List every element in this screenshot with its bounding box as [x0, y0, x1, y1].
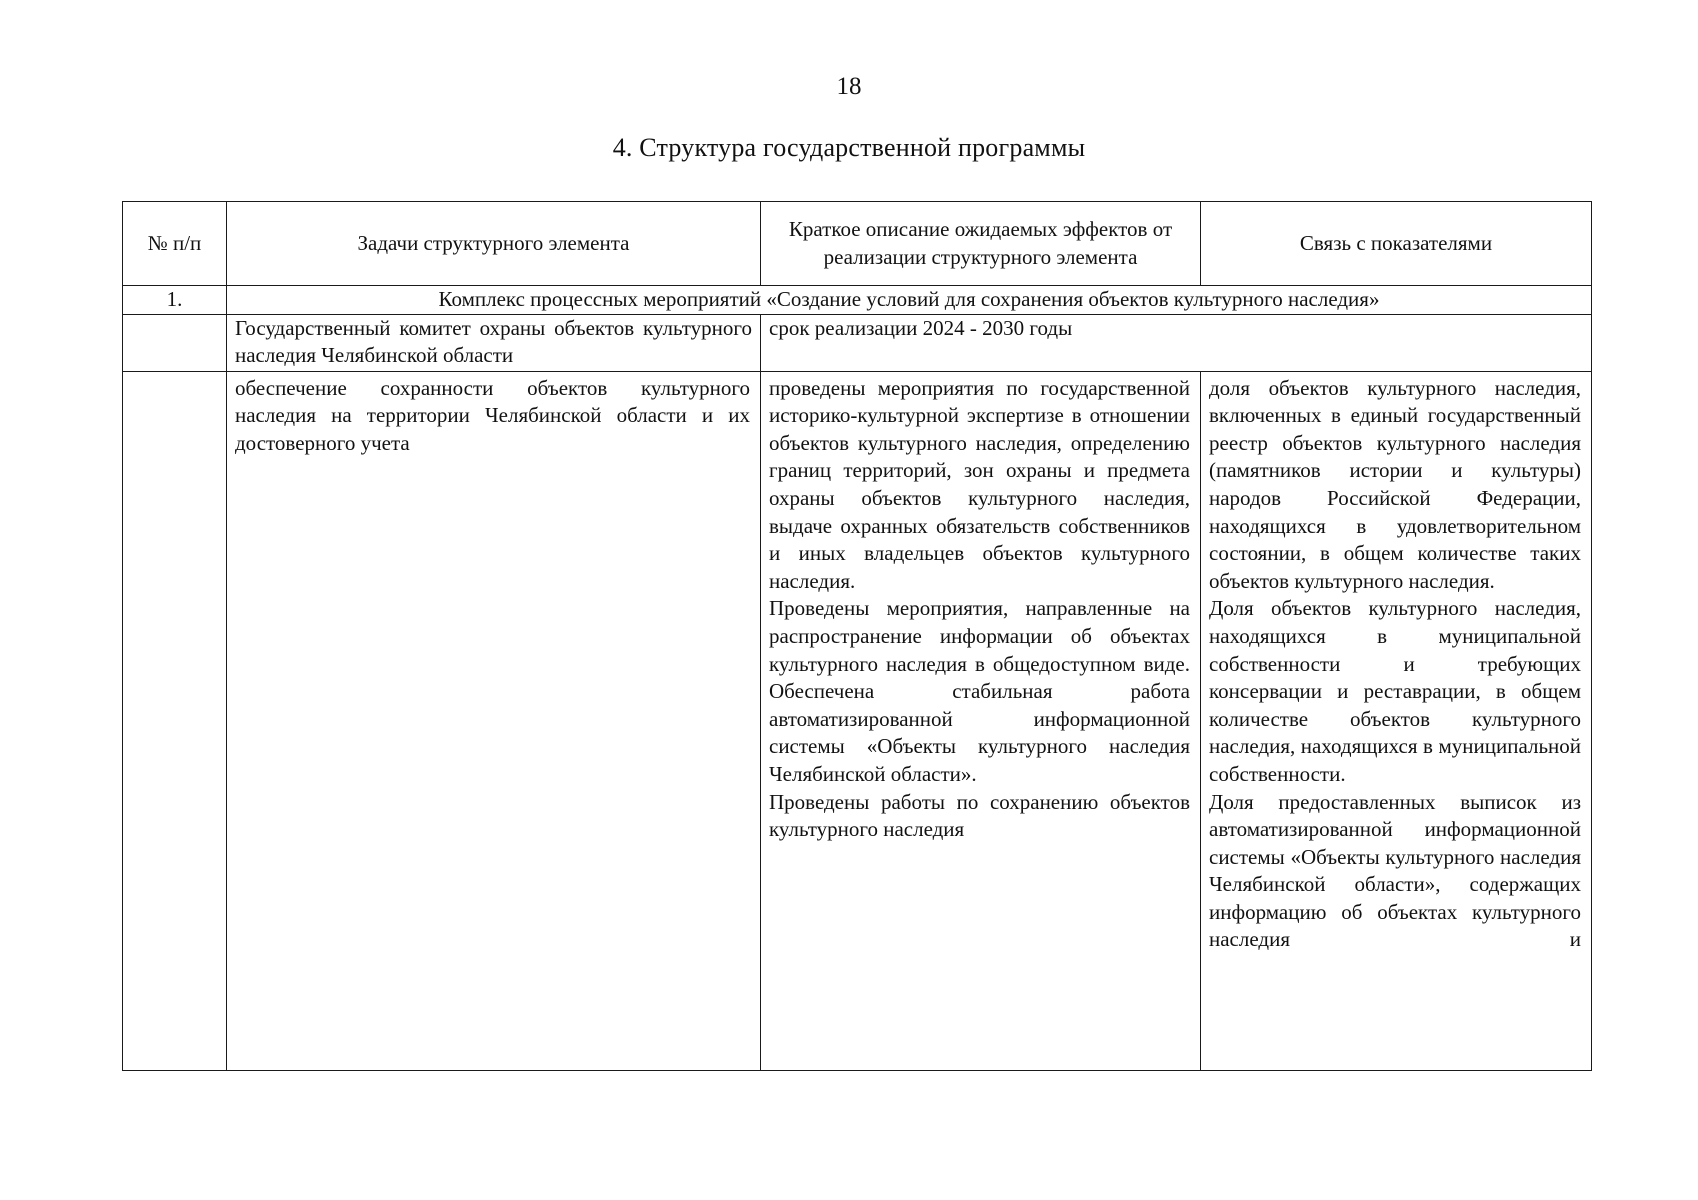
indicators-cell	[1201, 371, 1592, 1070]
owner-num	[123, 314, 227, 371]
table-header-row	[123, 202, 1592, 286]
structure-table	[122, 201, 1592, 1071]
indicator-paragraph: доля объектов культурного наследия, включенных в единый государственный реестр объектов культурного наследия (памятников истории и культуры) народов Российской Федерации, находящихся в удовлетворительном состоянии, в общем количестве таких объектов культурного наследия.	[1209, 375, 1581, 593]
section-title: 4. Структура государственной программы	[612, 133, 1086, 162]
header-link: Связь с показателями	[1201, 202, 1592, 286]
indicator-paragraph: Доля предоставленных выписок из автоматизированной информационной системы «Объекты культурного наследия Челябинской области», содержащих информацию об объектах культурного наследия и	[1209, 789, 1581, 952]
header-num: № п/п	[123, 202, 227, 286]
complex-title: Комплекс процессных мероприятий «Создание условий для сохранения объектов культурного наследия»	[227, 286, 1592, 315]
responsible-body: Государственный комитет охраны объектов культурного наследия Челябинской области	[227, 314, 761, 371]
owner-row	[123, 314, 1592, 371]
content-row	[123, 371, 1592, 1070]
complex-row	[123, 286, 1592, 315]
content-num	[123, 371, 227, 1070]
page-number: 18	[836, 73, 862, 100]
effect-paragraph: проведены мероприятия по государственной историко-культурной экспертизе в отношении объектов культурного наследия, определению границ территорий, зон охраны и предмета охраны объектов культурного наследия, выдаче охранных обязательств собственников и иных владельцев объектов культурного наследия.	[769, 375, 1190, 593]
task-cell	[227, 371, 761, 1070]
indicator-paragraph: Доля объектов культурного наследия, находящихся в муниципальной собственности и требующих консервации и реставрации, в общем количестве объектов культурного наследия, находящихся в муниципальной собственности.	[1209, 596, 1581, 786]
header-task: Задачи структурного элемента	[227, 202, 761, 286]
effect-paragraph: Проведены мероприятия, направленные на распространение информации об объектах культурного наследия в общедоступном виде. Обеспечена стабильная работа автоматизированной информационной системы «Объекты культурного наследия Челябинской области».	[769, 596, 1190, 786]
complex-num: 1.	[123, 286, 227, 315]
implementation-period: срок реализации 2024 - 2030 годы	[761, 314, 1592, 371]
header-effect: Краткое описание ожидаемых эффектов от реализации структурного элемента	[761, 202, 1201, 286]
effects-cell	[761, 371, 1201, 1070]
effect-paragraph: Проведены работы по сохранению объектов культурного наследия	[769, 789, 1190, 842]
task-text: обеспечение сохранности объектов культурного наследия на территории Челябинской области и их достоверного учета	[235, 375, 750, 455]
